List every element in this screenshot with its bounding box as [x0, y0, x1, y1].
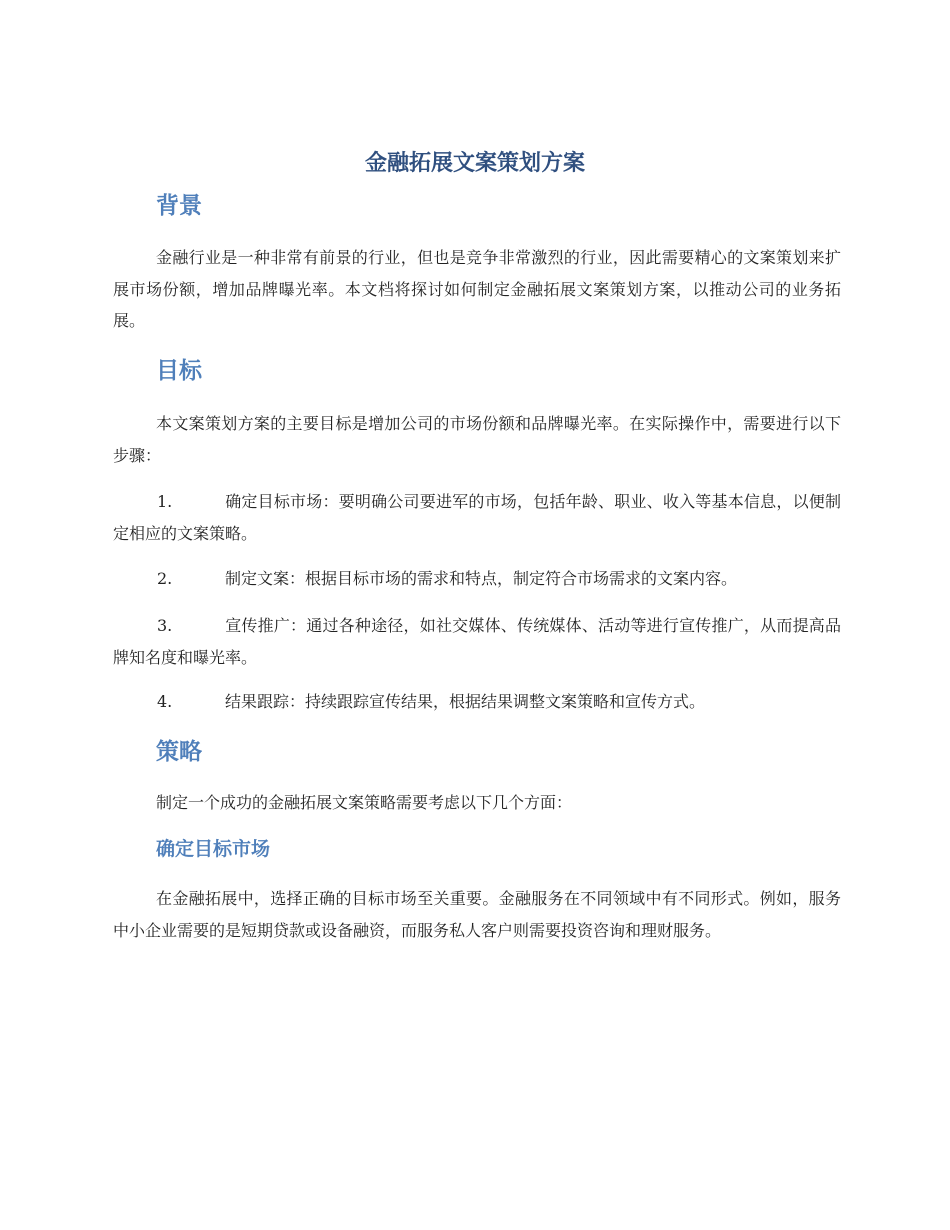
subheading-target-market: 确定目标市场	[156, 838, 271, 860]
list-item-text: 宣传推广：通过各种途径，如社交媒体、传统媒体、活动等进行宣传推广，从而提高品牌知名度和曝光率。	[113, 616, 841, 667]
heading-background: 背景	[156, 193, 202, 219]
list-number: 1.	[157, 492, 173, 511]
list-item-step-3	[113, 610, 841, 673]
document-title: 金融拓展文案策划方案	[364, 151, 585, 176]
heading-goals: 目标	[156, 358, 202, 384]
paragraph-strategy: 制定一个成功的金融拓展文案策略需要考虑以下几个方面：	[156, 793, 573, 812]
list-number: 4.	[157, 692, 173, 711]
paragraph-background: 金融行业是一种非常有前景的行业，但也是竞争非常激烈的行业，因此需要精心的文案策划来扩展市场份额，增加品牌曝光率。本文档将探讨如何制定金融拓展文案策划方案，以推动公司的业务拓展。	[113, 248, 841, 330]
list-item-text: 确定目标市场：要明确公司要进军的市场，包括年龄、职业、收入等基本信息，以便制定相应的文案策略。	[113, 492, 841, 543]
list-number: 3.	[157, 616, 173, 635]
list-number: 2.	[157, 569, 173, 588]
paragraph-target-market: 在金融拓展中，选择正确的目标市场至关重要。金融服务在不同领域中有不同形式。例如，服务中小企业需要的是短期贷款或设备融资，而服务私人客户则需要投资咨询和理财服务。	[113, 889, 841, 940]
list-item-text: 制定文案：根据目标市场的需求和特点，制定符合市场需求的文案内容。	[225, 569, 738, 588]
list-item-text: 结果跟踪：持续跟踪宣传结果，根据结果调整文案策略和宣传方式。	[225, 692, 706, 711]
list-item-step-1	[113, 486, 841, 549]
heading-strategy: 策略	[156, 739, 202, 765]
list-item-step-2	[113, 563, 841, 595]
list-item-step-4	[113, 686, 841, 718]
paragraph-goals: 本文案策划方案的主要目标是增加公司的市场份额和品牌曝光率。在实际操作中，需要进行以下步骤：	[113, 414, 841, 465]
